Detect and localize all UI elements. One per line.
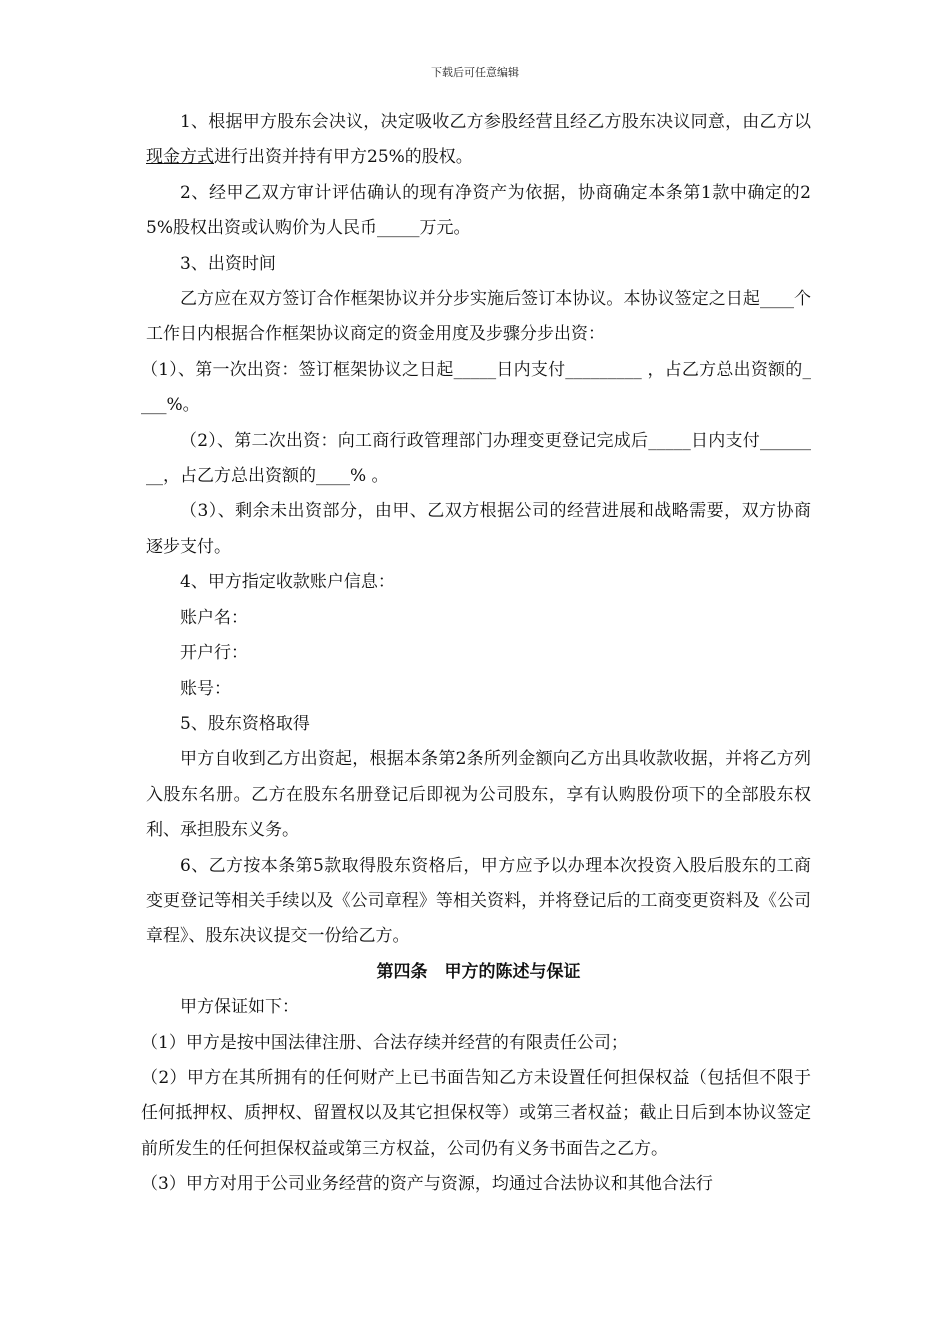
warranty-2: （2）甲方在其所拥有的任何财产上已书面告知乙方未设置任何担保权益（包括但不限于任何抵押权、质押权、留置权以及其它担保权等）或第三者权益；截止日后到本协议签定前所发生的任何担保权益或第三方权益，公司仍有义务书面告之乙方。	[141, 1067, 811, 1159]
warranty-3: （3）甲方对用于公司业务经营的资产与资源，均通过合法协议和其他合法行	[141, 1174, 713, 1195]
clause-4-title: 4、甲方指定收款账户信息：	[180, 572, 395, 593]
document-body	[141, 105, 811, 1203]
cash-method: 现金方式	[146, 147, 214, 168]
account-name: 账户名：	[180, 607, 248, 628]
clause-1-tail: 进行出资并持有甲方25%的股权。	[214, 147, 473, 168]
clause-5-title: 5、股东资格取得	[180, 713, 310, 734]
clause-1-text: 1、根据甲方股东会决议，决定吸收乙方参股经营且经乙方股东决议同意，由乙方以	[180, 112, 811, 132]
account-bank: 开户行：	[180, 643, 248, 664]
clause-5-body: 甲方自收到乙方出资起，根据本条第2条所列金额向乙方出具收款收据，并将乙方列入股东名册。乙方在股东名册登记后即视为公司股东，享有认购股份项下的全部股东权利、承担股东义务。	[146, 749, 811, 841]
clause-1	[146, 105, 811, 176]
warranty-intro: 甲方保证如下：	[180, 997, 299, 1018]
second-payment: （2）、第二次出资：向工商行政管理部门办理变更登记完成后_____日内支付________，占乙方总出资额的____% 。	[146, 430, 811, 487]
clause-2: 2、经甲乙双方审计评估确认的现有净资产为依据，协商确定本条第1款中确定的25%股权出资或认购价为人民币_____万元。	[146, 182, 811, 239]
article-4-heading: 第四条 甲方的陈述与保证	[376, 961, 581, 982]
clause-3-title: 3、出资时间	[180, 253, 276, 274]
account-number: 账号：	[180, 678, 231, 699]
clause-6: 6、乙方按本条第5款取得股东资格后，甲方应予以办理本次投资入股后股东的工商变更登记等相关手续以及《公司章程》等相关资料，并将登记后的工商变更资料及《公司章程》、股东决议提交一份给乙方。	[146, 855, 811, 947]
remaining-payment: （3）、剩余未出资部分，由甲、乙双方根据公司的经营进展和战略需要，双方协商逐步支付。	[146, 501, 811, 557]
first-payment: （1）、第一次出资：签订框架协议之日起_____日内支付_________ ，占乙方总出资额的____%。	[141, 359, 811, 416]
warranty-1: （1）甲方是按中国法律注册、合法存续并经营的有限责任公司；	[141, 1032, 628, 1053]
page-header: 下载后可任意编辑	[431, 66, 519, 79]
clause-3-body: 乙方应在双方签订合作框架协议并分步实施后签订本协议。本协议签定之日起____个工作日内根据合作框架协议商定的资金用度及步骤分步出资：	[146, 289, 811, 345]
